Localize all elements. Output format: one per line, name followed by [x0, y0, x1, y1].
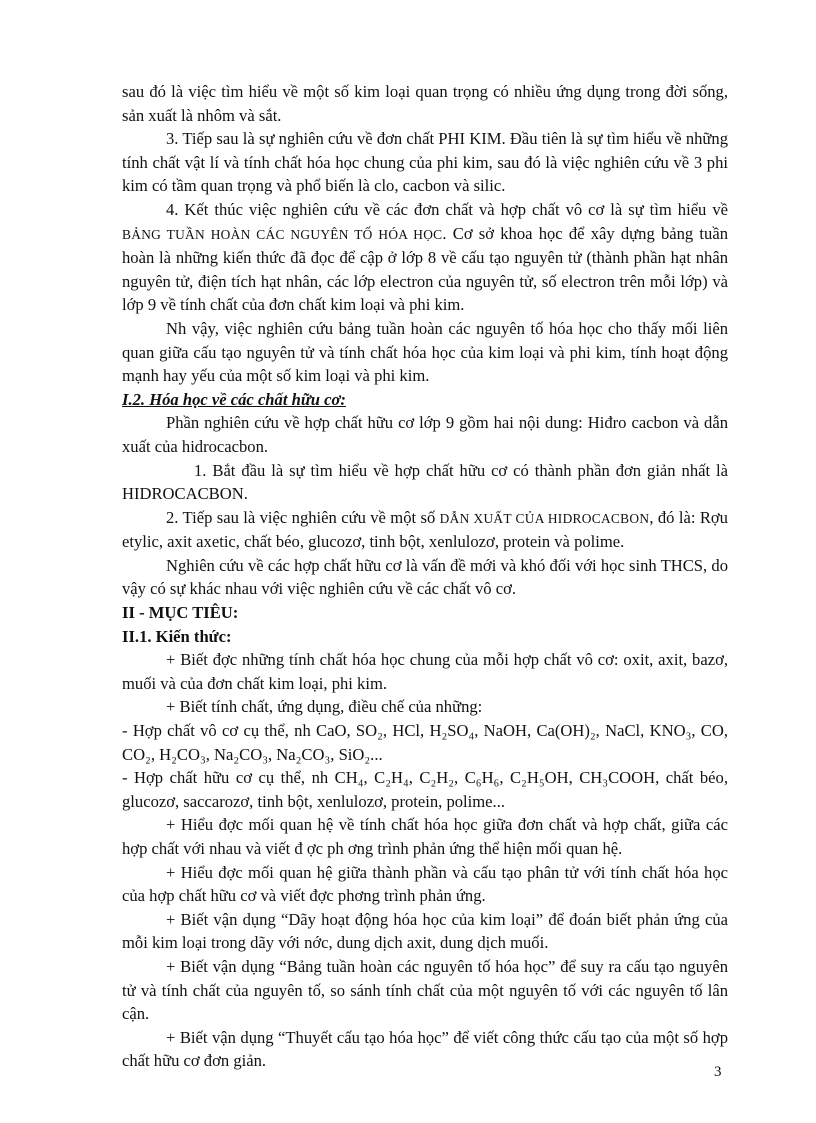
paragraph: + Biết vận dụng “Dãy hoạt động hóa học của kim loại” để đoán biết phản ứng của mỗi kim loại trong dãy với nớc, dung dịch axit, dung dịch muối. [122, 909, 728, 953]
paragraph: + Biết vận dụng “Thuyết cấu tạo hóa học” để viết công thức cấu tạo của một số hợp chất hữu cơ đơn giản. [122, 1027, 728, 1071]
paragraph: - Hợp chất vô cơ cụ thể, nh CaO, SO₂, HCl, H₂SO₄, NaOH, Ca(OH)₂, NaCl, KNO₃, CO, CO₂, H₂CO₃, Na₂CO₃, Na₂CO₃, SiO₂... [122, 721, 728, 764]
paragraph: + Biết tính chất, ứng dụng, điều chế của những: [166, 697, 483, 717]
paragraph-text: 4. Kết thúc việc nghiên cứu về các đơn chất và hợp chất vô cơ là sự tìm hiểu về [166, 199, 728, 219]
paragraph: - Hợp chất hữu cơ cụ thể, nh CH₄, C₂H₄, C₂H₂, C₆H₆, C₂H₅OH, CH₃COOH, chất béo, glucozơ, saccarozơ, tinh bột, xenlulozơ, protein, polime... [122, 768, 728, 811]
document-body [122, 80, 728, 1073]
paragraph: sau đó là việc tìm hiểu về một số kim loại quan trọng có nhiều ứng dụng trong đời sống, sản xuất là nhôm và sắt. [122, 82, 728, 125]
emphasized-term: BẢNG TUẦN HOÀN CÁC NGUYÊN TỐ HÓA HỌC [122, 226, 443, 242]
paragraph: 1. Bắt đầu là sự tìm hiểu về hợp chất hữu cơ có thành phần đơn giản nhất là HIDROCACBON. [122, 460, 728, 504]
paragraph: 3. Tiếp sau là sự nghiên cứu về đơn chất PHI KIM. Đầu tiên là sự tìm hiểu về những tính chất vật lí và tính chất hóa học chung của phi kim, sau đó là việc nghiên cứu về 3 phi kim có tầm quan trọng và phổ biến là clo, cacbon và silic. [122, 129, 728, 196]
paragraph-text: . Cơ sở khoa học để xây dựng bảng tuần hoàn là những kiến thức đã đọc để cập ở lớp 8 về cấu tạo nguyên tử (thành phần hạt nhân nguyên tử, điện tích hạt nhân, các lớp electron của nguyên tử, số electron trên mỗi lớp) và lớp 9 về tính chất của đơn chất kim loại và phi kim. [122, 223, 728, 315]
paragraph: + Hiểu đợc mối quan hệ giữa thành phần và cấu tạo phân tử với tính chất hóa học của hợp chất hữu cơ và viết đợc phơng trình phản ứng. [122, 862, 728, 906]
emphasized-term: DẪN XUẤT CỦA HIDROCACBON [439, 510, 650, 526]
section-heading: I.2. Hóa học về các chất hữu cơ: [122, 389, 346, 409]
paragraph [122, 506, 728, 554]
section-heading: II - MỤC TIÊU: [122, 603, 239, 623]
paragraph [122, 198, 728, 317]
paragraph-text: , đó là: Rợu etylic, axit axetic, chất béo, glucozơ, tinh bột, xenlulozơ, protein và polime. [122, 507, 728, 552]
paragraph: + Biết vận dụng “Bảng tuần hoàn các nguyên tố hóa học” để suy ra cấu tạo nguyên tử và tính chất của nguyên tố, so sánh tính chất của một nguyên tố với các nguyên tố lân cận. [122, 956, 728, 1024]
paragraph: Nh vậy, việc nghiên cứu bảng tuần hoàn các nguyên tố hóa học cho thấy mối liên quan giữa cấu tạo nguyên tử và tính chất hóa học của kim loại và phi kim, tính hoạt động mạnh hay yếu của một số kim loại và phi kim. [122, 318, 728, 386]
paragraph: Nghiên cứu về các hợp chất hữu cơ là vấn đề mới và khó đối với học sinh THCS, do vậy có sự khác nhau với việc nghiên cứu về các chất vô cơ. [122, 555, 728, 599]
paragraph: + Biết đợc những tính chất hóa học chung của mỗi hợp chất vô cơ: oxit, axit, bazơ, muối và của đơn chất kim loại, phi kim. [122, 650, 728, 693]
paragraph-text: 2. Tiếp sau là việc nghiên cứu về một số [166, 507, 440, 527]
page-number: 3 [714, 1064, 722, 1080]
paragraph: + Hiểu đợc mối quan hệ về tính chất hóa học giữa đơn chất và hợp chất, giữa các hợp chất với nhau và viết đ ợc ph ơng trình phản ứng thể hiện mối quan hệ. [122, 815, 728, 858]
subsection-heading: II.1. Kiến thức: [122, 626, 232, 646]
paragraph: Phần nghiên cứu về hợp chất hữu cơ lớp 9 gồm hai nội dung: Hiđro cacbon và dẫn xuất của hidrocacbon. [122, 413, 728, 456]
